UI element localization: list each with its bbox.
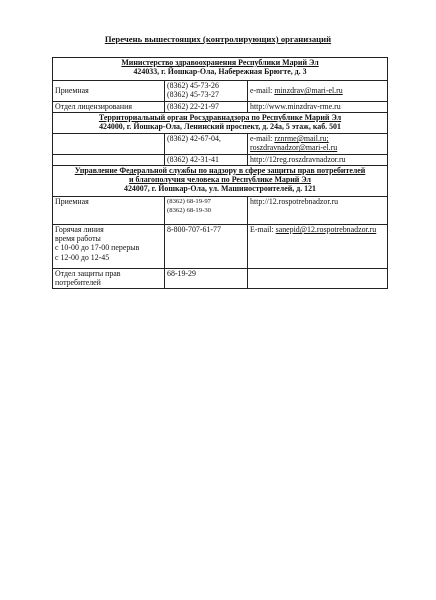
table-row <box>53 269 388 289</box>
row-phones: (8362) 22-21-97 <box>165 102 248 113</box>
table-row <box>53 155 388 166</box>
row-phones: 8-800-707-61-77 <box>165 225 248 269</box>
org-address: 424000, г. Йошкар-Ола, Ленинский проспект, д. 24а, 5 этаж, каб. 501 <box>99 122 341 132</box>
section-header-roszdravnadzor <box>53 113 388 134</box>
row-phones: (8362) 42-67-04, <box>165 134 248 155</box>
table-row <box>53 197 388 225</box>
table-row <box>53 102 388 113</box>
row-label: Отдел защиты прав потребителей <box>53 269 165 289</box>
row-contact <box>248 269 388 289</box>
document-title: Перечень вышестоящих (контролирующих) организаций <box>104 34 332 44</box>
row-contact: e-mail: minzdrav@mari-el.ru <box>248 81 388 102</box>
organizations-table <box>52 57 388 289</box>
row-label: Приемная <box>53 197 165 225</box>
email-link[interactable]: minzdrav@mari-el.ru <box>274 86 343 96</box>
row-phones: (8362) 45-73-26 (8362) 45-73-27 <box>165 81 248 102</box>
section-header-rospotrebnadzor <box>53 166 388 197</box>
row-phones: (8362) 68-19-97 (8362) 68-19-30 <box>165 197 248 225</box>
row-phones: (8362) 42-31-41 <box>165 155 248 166</box>
email-link[interactable]: rznrme@mail.ru; <box>274 134 329 143</box>
table-row <box>53 81 388 102</box>
website-link[interactable]: http://www.minzdrav-rme.ru <box>248 102 388 113</box>
row-contact: e-mail: rznrme@mail.ru; roszdravnadzor@mari-el.ru <box>248 134 388 155</box>
row-label <box>53 134 165 155</box>
row-label: Отдел лицензирования <box>53 102 165 113</box>
row-phones: 68-19-29 <box>165 269 248 289</box>
row-contact: E-mail: sanepid@12.rospotrebnadzor.ru <box>248 225 388 269</box>
row-label: Приемная <box>53 81 165 102</box>
website-link[interactable]: http://12reg.roszdravnadzor.ru <box>248 155 388 166</box>
email-link[interactable]: roszdravnadzor@mari-el.ru <box>250 143 338 153</box>
row-label <box>53 155 165 166</box>
org-name: Территориальный орган Росздравнадзора по Республике Марий Эл <box>98 113 342 122</box>
website-link[interactable]: http://12.rospotrebnadzor.ru <box>248 197 388 225</box>
org-name: Управление Федеральной службы по надзору в сфере защиты прав потребителей <box>74 166 366 175</box>
org-address: 424033, г. Йошкар-Ола, Набережная Брюгте, д. 3 <box>133 67 307 77</box>
org-name: Министерство здравоохранения Республики Марий Эл <box>121 58 319 67</box>
table-row <box>53 225 388 269</box>
email-link[interactable]: sanepid@12.rospotrebnadzor.ru <box>275 225 377 234</box>
section-header-ministry <box>53 58 388 81</box>
table-row <box>53 134 388 155</box>
org-name-cont: и благополучия человека по Республике Марий Эл <box>129 175 311 185</box>
row-label: Горячая линия время работы с 10-00 до 17-00 перерыв с 12-00 до 12-45 <box>53 225 165 269</box>
org-address: 424007, г. Йошкар-Ола, ул. Машиностроителей, д. 121 <box>124 184 316 194</box>
